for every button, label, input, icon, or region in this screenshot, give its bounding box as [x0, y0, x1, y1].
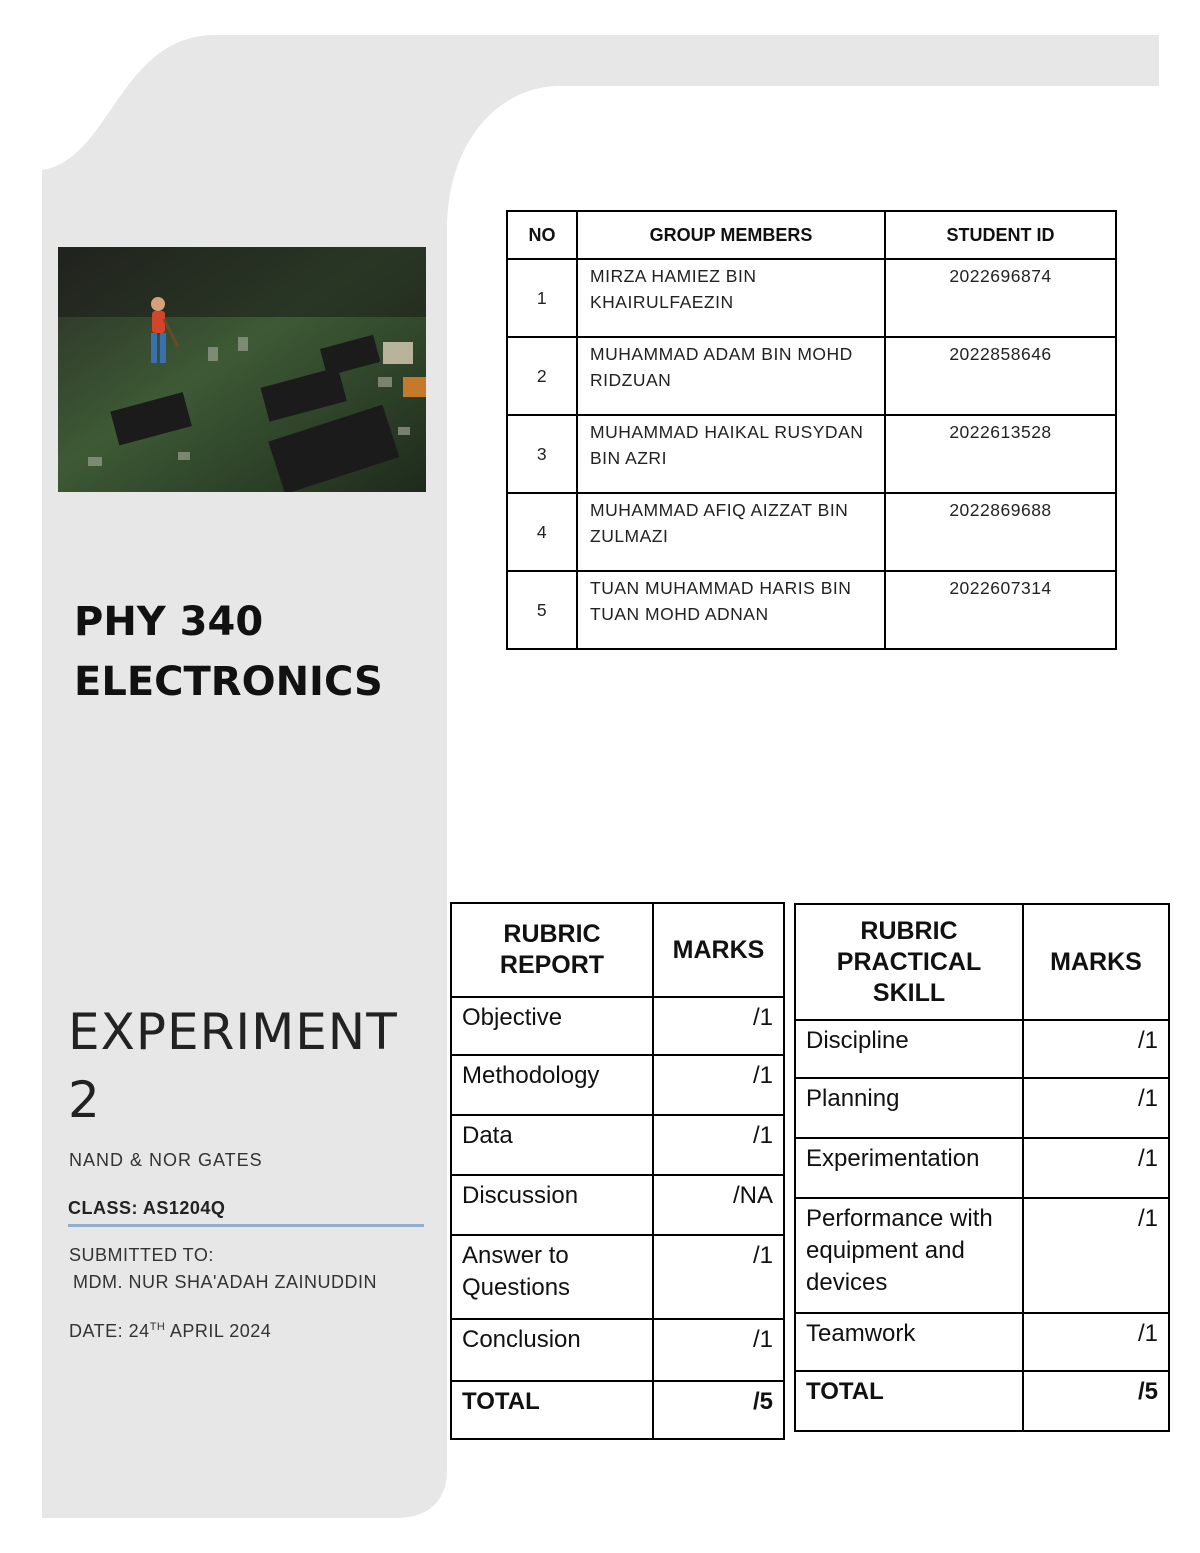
- rubric-item-label: Methodology: [451, 1055, 653, 1115]
- rubric-item-label: Performance with equipment and devices: [795, 1198, 1023, 1313]
- table-row: [451, 1055, 784, 1115]
- rubric-total-label: TOTAL: [795, 1371, 1023, 1431]
- rubric-report-table: [450, 902, 785, 1440]
- table-row: [795, 1020, 1169, 1078]
- member-id: 2022869688: [885, 493, 1116, 571]
- course-name: ELECTRONICS: [74, 659, 383, 705]
- member-no: 1: [507, 259, 577, 337]
- rubric-item-mark: /1: [653, 997, 784, 1055]
- rubric-item-label: Experimentation: [795, 1138, 1023, 1198]
- table-row: [451, 1175, 784, 1235]
- header-student-id: STUDENT ID: [885, 211, 1116, 259]
- table-row: [451, 1319, 784, 1381]
- table-row: [795, 1313, 1169, 1371]
- rubric-item-mark: /1: [653, 1319, 784, 1381]
- submitted-label: SUBMITTED TO:: [69, 1245, 214, 1265]
- group-members-table: [506, 210, 1117, 650]
- rubric-total-label: TOTAL: [451, 1381, 653, 1439]
- rubric-item-mark: /1: [1023, 1078, 1169, 1138]
- table-row: [795, 1078, 1169, 1138]
- submitted-name: MDM. NUR SHA'ADAH ZAINUDDIN: [73, 1272, 377, 1292]
- table-row: [507, 337, 1116, 415]
- header-group-members: GROUP MEMBERS: [577, 211, 885, 259]
- experiment-title: [68, 998, 398, 1134]
- member-name: MUHAMMAD ADAM BIN MOHD RIDZUAN: [577, 337, 885, 415]
- rubric-practical-header: RUBRIC PRACTICAL SKILL: [795, 904, 1023, 1020]
- table-row: [507, 415, 1116, 493]
- rubric-item-mark: /1: [1023, 1138, 1169, 1198]
- course-code: PHY 340: [74, 599, 264, 645]
- table-row: [795, 1138, 1169, 1198]
- member-no: 2: [507, 337, 577, 415]
- header-no: NO: [507, 211, 577, 259]
- member-no: 4: [507, 493, 577, 571]
- rubric-item-mark: /NA: [653, 1175, 784, 1235]
- rubric-report-header: RUBRIC REPORT: [451, 903, 653, 997]
- table-row: [507, 493, 1116, 571]
- rubric-item-mark: /1: [1023, 1313, 1169, 1371]
- rubric-item-label: Discussion: [451, 1175, 653, 1235]
- date-superscript: TH: [149, 1321, 166, 1333]
- submitted-block: [69, 1242, 377, 1296]
- table-row: [451, 1235, 784, 1319]
- table-header-row: [507, 211, 1116, 259]
- rubric-item-label: Data: [451, 1115, 653, 1175]
- rubric-item-label: Planning: [795, 1078, 1023, 1138]
- rubric-item-label: Answer to Questions: [451, 1235, 653, 1319]
- table-total-row: [451, 1381, 784, 1439]
- member-id: 2022858646: [885, 337, 1116, 415]
- experiment-number: 2: [68, 1071, 101, 1129]
- member-name: MUHAMMAD HAIKAL RUSYDAN BIN AZRI: [577, 415, 885, 493]
- member-name: TUAN MUHAMMAD HARIS BIN TUAN MOHD ADNAN: [577, 571, 885, 649]
- table-header-row: [795, 904, 1169, 1020]
- rubric-item-label: Teamwork: [795, 1313, 1023, 1371]
- rubric-item-mark: /1: [1023, 1198, 1169, 1313]
- rubric-total-mark: /5: [653, 1381, 784, 1439]
- table-row: [451, 997, 784, 1055]
- rubric-item-mark: /1: [653, 1115, 784, 1175]
- table-row: [451, 1115, 784, 1175]
- table-total-row: [795, 1371, 1169, 1431]
- member-id: 2022607314: [885, 571, 1116, 649]
- member-no: 3: [507, 415, 577, 493]
- member-id: 2022696874: [885, 259, 1116, 337]
- rubric-item-label: Objective: [451, 997, 653, 1055]
- rubric-total-mark: /5: [1023, 1371, 1169, 1431]
- rubric-item-label: Discipline: [795, 1020, 1023, 1078]
- date-suffix: APRIL 2024: [165, 1321, 272, 1341]
- member-no: 5: [507, 571, 577, 649]
- rubric-item-mark: /1: [1023, 1020, 1169, 1078]
- experiment-subtitle: NAND & NOR GATES: [69, 1150, 263, 1170]
- rubric-practical-table: [794, 903, 1170, 1432]
- table-row: [507, 259, 1116, 337]
- member-name: MUHAMMAD AFIQ AIZZAT BIN ZULMAZI: [577, 493, 885, 571]
- circuit-board-photo: [58, 247, 426, 492]
- rubric-item-label: Conclusion: [451, 1319, 653, 1381]
- class-line: CLASS: AS1204Q: [68, 1198, 424, 1227]
- experiment-label: EXPERIMENT: [68, 1003, 398, 1061]
- rubric-practical-marks-header: MARKS: [1023, 904, 1169, 1020]
- member-name: MIRZA HAMIEZ BIN KHAIRULFAEZIN: [577, 259, 885, 337]
- rubric-item-mark: /1: [653, 1055, 784, 1115]
- rubric-item-mark: /1: [653, 1235, 784, 1319]
- course-title: [74, 592, 383, 712]
- rubric-report-marks-header: MARKS: [653, 903, 784, 997]
- table-row: [795, 1198, 1169, 1313]
- member-id: 2022613528: [885, 415, 1116, 493]
- table-row: [507, 571, 1116, 649]
- date-line: [69, 1321, 271, 1342]
- date-prefix: DATE: 24: [69, 1321, 150, 1341]
- table-header-row: [451, 903, 784, 997]
